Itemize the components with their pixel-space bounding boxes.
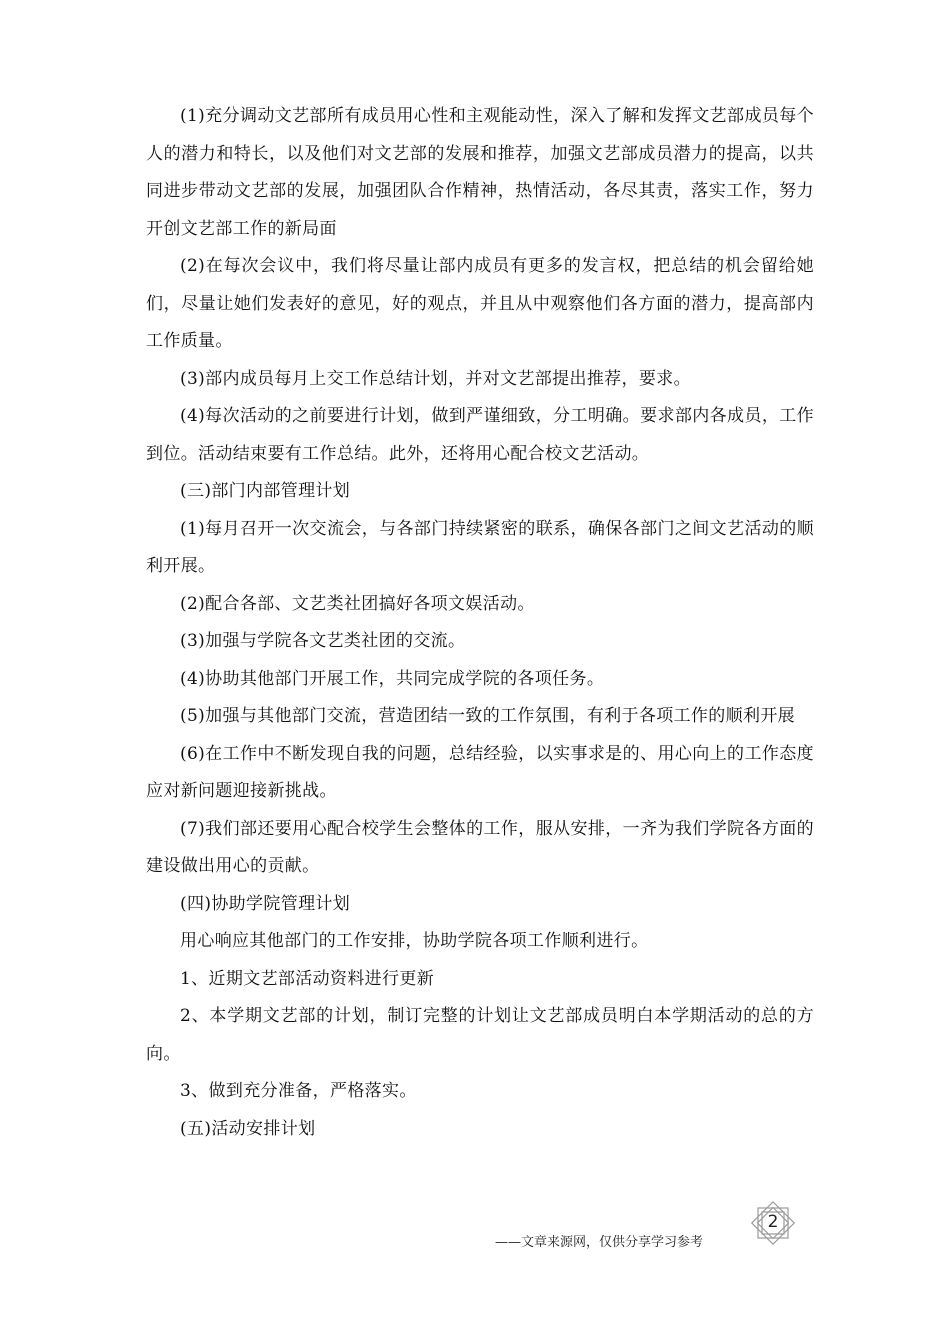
paragraph: (4)协助其他部门开展工作，共同完成学院的各项任务。: [180, 668, 605, 689]
paragraph: (1)充分调动文艺部所有成员用心性和主观能动性，深入了解和发挥文艺部成员每个人的潜力和特长，以及他们对文艺部的发展和推荐，加强文艺部成员潜力的提高，以共同进步带动文艺部的发展，加强团队合作精神，热情活动，各尽其责，落实工作，努力开创文艺部工作的新局面: [146, 106, 814, 239]
paragraph: (3)加强与学院各文艺类社团的交流。: [180, 631, 466, 651]
paragraph: 1、近期文艺部活动资料进行更新: [180, 968, 435, 989]
paragraph: (7)我们部还要用心配合校学生会整体的工作，服从安排，一齐为我们学院各方面的建设做出用心的贡献。: [146, 818, 814, 876]
paragraph: (4)每次活动的之前要进行计划，做到严谨细致，分工明确。要求部内各成员，工作到位。活动结束要有工作总结。此外，还将用心配合校文艺活动。: [146, 406, 814, 464]
paragraph: (1)每月召开一次交流会，与各部门持续紧密的联系，确保各部门之间文艺活动的顺利开展。: [146, 518, 814, 576]
section-heading: (四)协助学院管理计划: [180, 893, 351, 914]
footer-source-note: ——文章来源网，仅供分享学习参考: [495, 1235, 704, 1250]
paragraph: 3、做到充分准备，严格落实。: [180, 1081, 417, 1101]
section-heading: (五)活动安排计划: [180, 1118, 316, 1139]
paragraph: (5)加强与其他部门交流，营造团结一致的工作氛围，有利于各项工作的顺利开展: [180, 706, 796, 726]
page-number-badge: [750, 1200, 796, 1246]
document-body: [146, 98, 814, 1148]
paragraph: 2、本学期文艺部的计划，制订完整的计划让文艺部成员明白本学期活动的总的方向。: [146, 1006, 814, 1064]
page-number: 2: [767, 1212, 779, 1232]
paragraph: (2)配合各部、文艺类社团搞好各项文娱活动。: [180, 593, 535, 614]
paragraph: (3)部内成员每月上交工作总结计划，并对文艺部提出推荐，要求。: [180, 368, 691, 389]
paragraph: 用心响应其他部门的工作安排，协助学院各项工作顺利进行。: [180, 931, 649, 951]
paragraph: (2)在每次会议中，我们将尽量让部内成员有更多的发言权，把总结的机会留给她们，尽量让她们发表好的意见，好的观点，并且从中观察他们各方面的潜力，提高部内工作质量。: [146, 256, 814, 351]
section-heading: (三)部门内部管理计划: [180, 481, 351, 501]
paragraph: (6)在工作中不断发现自我的问题，总结经验，以实事求是的、用心向上的工作态度应对新问题迎接新挑战。: [146, 743, 814, 801]
